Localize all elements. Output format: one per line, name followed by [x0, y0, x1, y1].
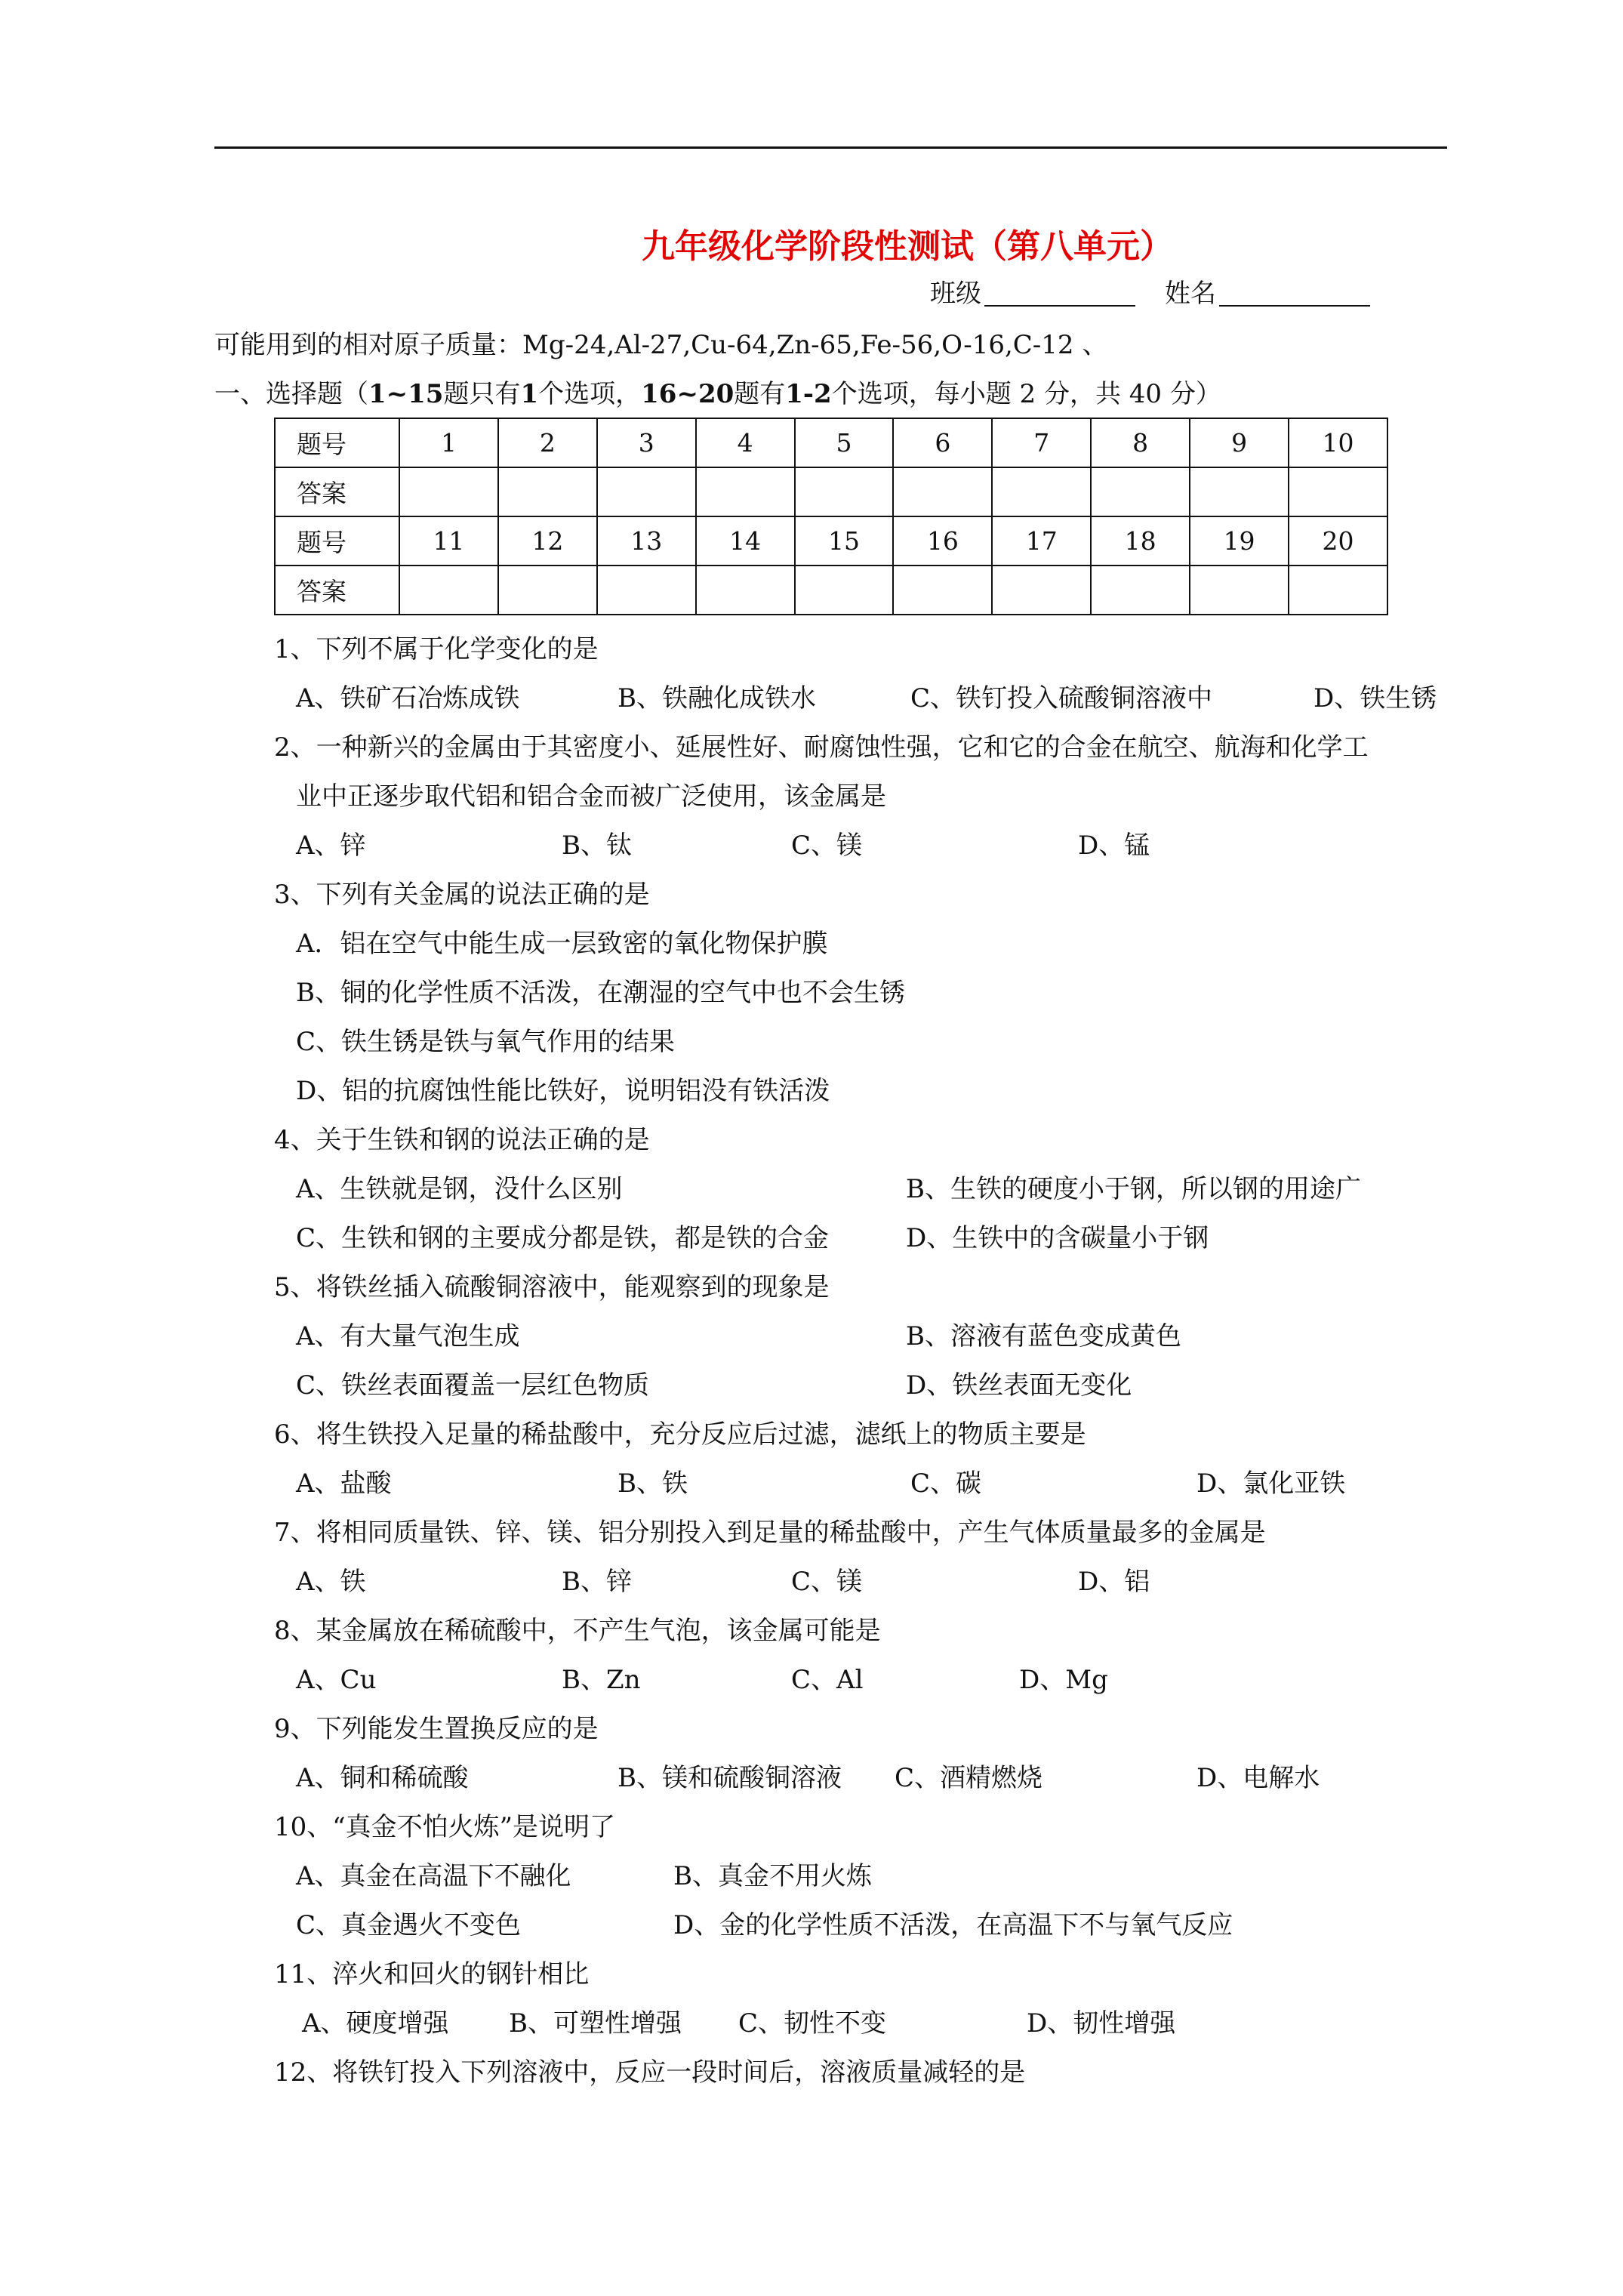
name-field: [1165, 281, 1370, 307]
answer-cell[interactable]: [1289, 566, 1387, 615]
question-2-stem: 2、一种新兴的金属由于其密度小、延展性好、耐腐蚀性强，它和它的合金在航空、航海和化学工: [274, 732, 1369, 763]
answer-cell[interactable]: [795, 566, 894, 615]
answer-cell[interactable]: [399, 566, 498, 615]
question-number: 19: [1190, 516, 1289, 566]
answer-cell[interactable]: [597, 566, 696, 615]
name-label: 姓名: [1165, 279, 1216, 309]
q9-option-a: A、铜和稀硫酸: [296, 1763, 469, 1793]
question-number: 7: [992, 418, 1091, 467]
class-field: [930, 281, 1135, 307]
question-number: 2: [498, 418, 597, 467]
question-8-stem: 8、某金属放在稀硫酸中，不产生气泡，该金属可能是: [274, 1616, 881, 1646]
q3-option-d: D、铝的抗腐蚀性能比铁好，说明铝没有铁活泼: [296, 1076, 830, 1106]
question-number: 6: [893, 418, 992, 467]
table-row-numbers-2: [275, 516, 1387, 566]
answer-cell[interactable]: [1190, 467, 1289, 516]
answer-cell[interactable]: [597, 467, 696, 516]
question-number: 1: [399, 418, 498, 467]
question-number: 10: [1289, 418, 1387, 467]
q8-option-d: D、Mg: [1019, 1665, 1108, 1695]
answer-cell[interactable]: [795, 467, 894, 516]
row-label-answer: 答案: [275, 566, 399, 615]
q9-option-d: D、电解水: [1196, 1763, 1320, 1793]
header-rule: [214, 146, 1447, 149]
name-blank: [1219, 282, 1370, 307]
row-label-number: 题号: [275, 418, 399, 467]
q8-option-b: B、Zn: [562, 1665, 641, 1695]
question-number: 17: [992, 516, 1091, 566]
q1-option-b: B、铁融化成铁水: [617, 683, 816, 713]
q2-option-a: A、锌: [296, 831, 366, 861]
answer-cell[interactable]: [498, 566, 597, 615]
q8-option-a: A、Cu: [296, 1665, 377, 1695]
q6-option-d: D、氯化亚铁: [1196, 1469, 1346, 1499]
question-number: 5: [795, 418, 894, 467]
q1-option-d: D、铁生锈: [1313, 683, 1437, 713]
answer-cell[interactable]: [992, 566, 1091, 615]
answer-cell[interactable]: [399, 467, 498, 516]
question-number: 20: [1289, 516, 1387, 566]
class-blank: [984, 282, 1135, 307]
q5-option-d: D、铁丝表面无变化: [906, 1370, 1132, 1401]
question-number: 4: [696, 418, 795, 467]
q3-option-b: B、铜的化学性质不活泼，在潮湿的空气中也不会生锈: [296, 978, 905, 1008]
q10-option-b: B、真金不用火炼: [673, 1861, 872, 1891]
answer-cell[interactable]: [893, 566, 992, 615]
question-7-stem: 7、将相同质量铁、锌、镁、铝分别投入到足量的稀盐酸中，产生气体质量最多的金属是: [274, 1518, 1266, 1548]
question-11-stem: 11、淬火和回火的钢针相比: [274, 1959, 590, 1989]
atomic-mass-line: 可能用到的相对原子质量：Mg-24,Al-27,Cu-64,Zn-65,Fe-56,O-16,C-12 、: [214, 330, 1108, 360]
q2-option-b: B、钛: [562, 831, 632, 861]
q6-option-c: C、碳: [910, 1469, 982, 1499]
answer-cell[interactable]: [498, 467, 597, 516]
table-row-numbers-1: [275, 418, 1387, 467]
row-label-answer: 答案: [275, 467, 399, 516]
q4-option-a: A、生铁就是钢，没什么区别: [296, 1174, 623, 1204]
q10-option-c: C、真金遇火不变色: [296, 1910, 522, 1940]
question-number: 14: [696, 516, 795, 566]
q5-option-c: C、铁丝表面覆盖一层红色物质: [296, 1370, 650, 1401]
q2-option-c: C、镁: [791, 831, 863, 861]
q10-option-d: D、金的化学性质不活泼，在高温下不与氧气反应: [673, 1910, 1233, 1940]
question-3-stem: 3、下列有关金属的说法正确的是: [274, 880, 650, 910]
answer-table: [274, 418, 1388, 615]
answer-cell[interactable]: [1289, 467, 1387, 516]
q9-option-c: C、酒精燃烧: [895, 1763, 1043, 1793]
question-number: 18: [1091, 516, 1190, 566]
question-5-stem: 5、将铁丝插入硫酸铜溶液中，能观察到的现象是: [274, 1272, 830, 1302]
q7-option-d: D、铝: [1078, 1567, 1150, 1597]
answer-cell[interactable]: [992, 467, 1091, 516]
q1-option-c: C、铁钉投入硫酸铜溶液中: [910, 683, 1213, 713]
page-title: 九年级化学阶段性测试（第八单元）: [642, 227, 1173, 266]
question-9-stem: 9、下列能发生置换反应的是: [274, 1714, 599, 1744]
table-row-answers-1: [275, 467, 1387, 516]
question-10-stem: 10、“真金不怕火炼”是说明了: [274, 1812, 616, 1842]
q3-option-c: C、铁生锈是铁与氧气作用的结果: [296, 1027, 676, 1057]
q11-option-b: B、可塑性增强: [509, 2008, 682, 2039]
question-number: 9: [1190, 418, 1289, 467]
answer-cell[interactable]: [696, 467, 795, 516]
q6-option-b: B、铁: [617, 1469, 688, 1499]
q4-option-d: D、生铁中的含碳量小于钢: [906, 1223, 1209, 1253]
question-4-stem: 4、关于生铁和钢的说法正确的是: [274, 1125, 650, 1155]
question-12-stem: 12、将铁钉投入下列溶液中，反应一段时间后，溶液质量减轻的是: [274, 2057, 1026, 2088]
answer-cell[interactable]: [696, 566, 795, 615]
q7-option-a: A、铁: [296, 1567, 366, 1597]
question-number: 12: [498, 516, 597, 566]
question-2-stem-continued: 业中正逐步取代铝和铝合金而被广泛使用，该金属是: [296, 781, 886, 812]
q4-option-c: C、生铁和钢的主要成分都是铁，都是铁的合金: [296, 1223, 830, 1253]
row-label-number: 题号: [275, 516, 399, 566]
q8-option-c: C、Al: [791, 1665, 864, 1695]
question-number: 13: [597, 516, 696, 566]
answer-cell[interactable]: [1190, 566, 1289, 615]
question-number: 15: [795, 516, 894, 566]
q6-option-a: A、盐酸: [296, 1469, 392, 1499]
answer-cell[interactable]: [1091, 566, 1190, 615]
answer-cell[interactable]: [893, 467, 992, 516]
question-6-stem: 6、将生铁投入足量的稀盐酸中，充分反应后过滤，滤纸上的物质主要是: [274, 1419, 1086, 1450]
q1-option-a: A、铁矿石冶炼成铁: [296, 683, 520, 713]
q3-option-a: A．铝在空气中能生成一层致密的氧化物保护膜: [296, 929, 828, 959]
q9-option-b: B、镁和硫酸铜溶液: [617, 1763, 842, 1793]
question-number: 8: [1091, 418, 1190, 467]
q7-option-c: C、镁: [791, 1567, 863, 1597]
question-number: 3: [597, 418, 696, 467]
q4-option-b: B、生铁的硬度小于钢，所以钢的用途广: [906, 1174, 1361, 1204]
q7-option-b: B、锌: [562, 1567, 632, 1597]
table-row-answers-2: [275, 566, 1387, 615]
q11-option-d: D、韧性增强: [1027, 2008, 1176, 2039]
question-number: 11: [399, 516, 498, 566]
q2-option-d: D、锰: [1078, 831, 1150, 861]
class-label: 班级: [930, 279, 981, 309]
section-heading: 一、选择题（1~15题只有1个选项，16~20题有1-2个选项，每小题 2 分，共 40 分）: [214, 379, 1221, 409]
question-number: 16: [893, 516, 992, 566]
q11-option-c: C、韧性不变: [738, 2008, 887, 2039]
q11-option-a: A、硬度增强: [302, 2008, 449, 2039]
question-1-stem: 1、下列不属于化学变化的是: [274, 634, 599, 664]
q5-option-a: A、有大量气泡生成: [296, 1321, 520, 1351]
q10-option-a: A、真金在高温下不融化: [296, 1861, 571, 1891]
q5-option-b: B、溶液有蓝色变成黄色: [906, 1321, 1181, 1351]
answer-cell[interactable]: [1091, 467, 1190, 516]
